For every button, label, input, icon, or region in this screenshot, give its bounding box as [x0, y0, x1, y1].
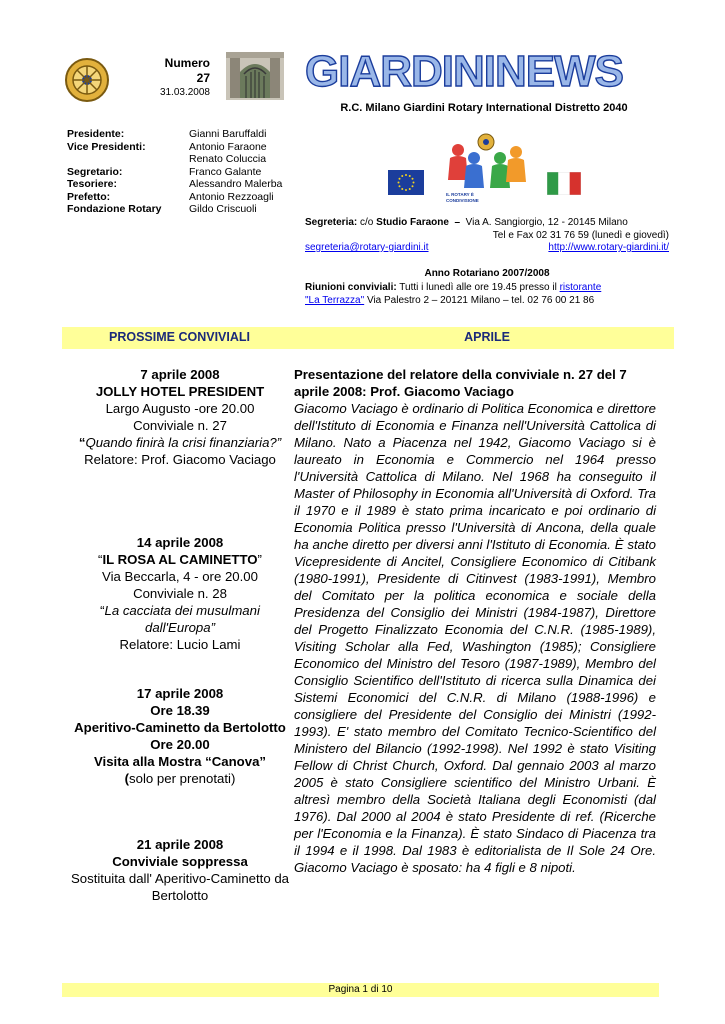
event-speaker: Relatore: Lucio Lami	[119, 637, 241, 652]
event-venue: IL ROSA AL CAMINETTO	[102, 552, 258, 567]
event-speaker: Relatore: Prof. Giacomo Vaciago	[84, 452, 276, 467]
section-title-conviviali: PROSSIME CONVIVIALI	[109, 330, 250, 344]
officer-name: Alessandro Malerba	[189, 178, 283, 190]
event-topic-quote: “	[100, 603, 105, 618]
officer-name: Renato Coluccia	[189, 153, 267, 165]
officer-row	[67, 141, 287, 154]
section-title-month: APRILE	[464, 330, 510, 344]
garden-gate-photo	[226, 52, 284, 100]
officer-row	[67, 203, 287, 216]
eu-star	[405, 174, 407, 176]
secretariat-studio: Studio Faraone	[376, 217, 449, 228]
secretariat-address-line	[305, 217, 669, 230]
eu-star	[405, 189, 407, 191]
eu-star	[409, 175, 411, 177]
restaurant-address: Via Palestro 2 – 20121 Milano – tel. 02 76 00 21 86	[366, 295, 595, 306]
officer-role: Vice Presidenti:	[67, 140, 146, 153]
event-date: 21 aprile 2008	[136, 837, 224, 852]
event-conviviale: Conviviale n. 28	[133, 586, 227, 601]
article-heading: Presentazione del relatore della conviviale n. 27 del 7 aprile 2008: Prof. Giacomo Vaciago	[294, 367, 627, 399]
eu-star	[401, 175, 403, 177]
club-subtitle: R.C. Milano Giardini Rotary International Distretto 2040	[340, 102, 628, 114]
event-venue-line	[70, 551, 290, 568]
issue-date: 31.03.2008	[159, 87, 210, 98]
eu-star	[399, 185, 401, 187]
meetings-text: Tutti i lunedì alle ore 19.45 presso il	[399, 282, 557, 293]
event-exhibition: Visita alla Mostra “Canova”	[94, 754, 266, 769]
eu-flag	[388, 170, 424, 195]
officer-name: Gildo Criscuoli	[189, 203, 257, 215]
secretariat-label: Segreteria:	[305, 217, 358, 228]
event-time-1: Ore 18.39	[150, 703, 210, 718]
article-body: Giacomo Vaciago è ordinario di Politica Economica e direttore dell'Istituto di Economia e Finanza nell'Università Cattolica di Milano. Nato a Piacenza nel 1942, Giacomo Vaciago si è laureato in Economia e Commercio nel 1964 presso l'Università Cattolica di Milano. Nel 1968 ha conseguito il Master of Philosophy in Economia all'Università di Oxford. Tra il 1970 e il 1989 è stato prima incaricato e poi ordinario di Economia Politica presso l'Università di Ancona, della quale ha anche diretto per diversi anni l'Istituto di Economia. È stato Vicepresidente di Ancitel, Consigliere Economico di Citibank (1980-1991), Presidente di Citinvest (1983-1991), Membro del Comitato per la politica economica e sociale della Presidenza del Consiglio dei Ministri (1984-1987), Direttore del Progetto Finalizzato Economia del C.N.R. (1985-1989), Visiting Scholar alla Fed, Washington (1985); Consigliere Economico del Ministro del Tesoro (1987-1989), Membro del Consiglio Scientifico dell'Istituto di ricerca sulla Dinamica dei Sistemi Economici del C.N.R. di Milano (1988-1996) e consigliere del Presidente del Consiglio dei Ministri (1992-1993). E' stato membro del Comitato Tecnico-Scientifico del Ministero del Bilancio (1992-1998). Nel 1992 è stato Visiting Fellow di Christ Church, Oxford. Dal gennaio 2003 al marzo 2005 è stato Consigliere scientifico del Ministro Urbani. È altresì membro della Società Italiana degli Economisti (dal 1976). Dal 2000 al 2004 è stato Presidente di ref. (Ricerche per l'Economia e la Finanza). È stato Sindaco di Piacenza tra il 1994 e il 1998. Dal 1983 è editorialista de Il Sole 24 Ore. Giacomo Vaciago è sposato: ha 4 figli e 8 nipoti.	[294, 401, 656, 875]
event-topic-text: La cacciata dei musulmani dall'Europa”	[104, 603, 260, 635]
rotary-sharing-logo	[440, 128, 528, 208]
event-venue-open: “	[98, 552, 103, 567]
event-topic	[70, 434, 290, 451]
eu-star	[412, 178, 414, 180]
event-conviviale: Conviviale n. 27	[133, 418, 227, 433]
event-aperitivo: Aperitivo-Caminetto da Bertolotto	[74, 720, 286, 735]
issue-number: 27	[196, 71, 210, 85]
masthead-title	[305, 48, 623, 96]
restaurant-link[interactable]: ristorante	[559, 282, 602, 293]
event-4	[70, 836, 290, 904]
restaurant-name-link[interactable]: "La Terrazza"	[305, 295, 365, 306]
officer-row	[67, 191, 287, 204]
event-note-paren: (	[124, 771, 130, 786]
eu-star	[398, 182, 400, 184]
event-2	[70, 534, 290, 653]
secretariat-contacts	[305, 217, 669, 255]
event-3	[70, 685, 290, 787]
event-date: 17 aprile 2008	[136, 686, 224, 701]
eu-star	[399, 178, 401, 180]
event-topic-quote: “	[78, 435, 86, 450]
svg-text:IL ROTARY È: IL ROTARY È	[446, 192, 474, 197]
event-note	[70, 770, 290, 787]
event-address: Via Beccarla, 4 - ore 20.00	[102, 569, 258, 584]
officer-row	[67, 166, 287, 179]
meetings-label: Riunioni conviviali:	[305, 282, 397, 293]
event-address: Largo Augusto -ore 20.00	[105, 401, 255, 416]
secretariat-address: Via A. Sangiorgio, 12 - 20145 Milano	[465, 217, 628, 228]
secretariat-co: c/o	[360, 217, 374, 228]
event-status: Conviviale soppressa	[112, 854, 248, 869]
meetings-info	[305, 281, 669, 307]
event-topic-text: Quando finirà la crisi finanziaria?”	[85, 435, 282, 450]
event-time-2: Ore 20.00	[150, 737, 210, 752]
officer-role: Segretario:	[67, 165, 123, 178]
officer-row	[67, 153, 287, 166]
eu-star	[412, 185, 414, 187]
secretariat-phone: Tel e Fax 02 31 76 59 (lunedì e giovedì)	[492, 229, 669, 241]
event-1	[70, 366, 290, 468]
officers-list	[67, 128, 287, 216]
email-link[interactable]: segreteria@rotary-giardini.it	[305, 242, 429, 253]
event-note-text: solo per prenotati)	[129, 771, 236, 786]
issue-number-label: Numero	[164, 56, 210, 70]
svg-text:CONDIVISIONE: CONDIVISIONE	[446, 198, 479, 203]
officer-name: Gianni Baruffaldi	[189, 128, 267, 140]
officer-name: Antonio Rezzoagli	[189, 190, 274, 203]
officer-row	[67, 128, 287, 141]
officer-role: Fondazione Rotary	[67, 203, 162, 215]
officer-role: Prefetto:	[67, 190, 111, 203]
page-number: Pagina 1 di 10	[328, 984, 393, 995]
eu-star	[401, 188, 403, 190]
masthead-title-part1: GIARDINI	[305, 47, 495, 96]
officer-row	[67, 178, 287, 191]
event-topic	[70, 602, 290, 636]
event-venue: JOLLY HOTEL PRESIDENT	[95, 384, 265, 399]
issue-info	[120, 56, 210, 99]
eu-star	[413, 182, 415, 184]
speaker-article	[294, 366, 656, 876]
officer-role: Presidente:	[67, 128, 125, 140]
officer-role: Tesoriere:	[67, 178, 117, 190]
event-date: 7 aprile 2008	[140, 367, 220, 382]
italian-flag	[547, 172, 581, 195]
contact-links	[305, 242, 669, 255]
website-link[interactable]: http://www.rotary-giardini.it/	[548, 242, 669, 253]
masthead-title-part2: NEWS	[495, 47, 623, 96]
event-replacement: Sostituita dall' Aperitivo-Caminetto da Bertolotto	[70, 871, 290, 903]
rotary-wheel-logo	[64, 57, 110, 103]
event-date: 14 aprile 2008	[136, 535, 224, 550]
rotary-year: Anno Rotariano 2007/2008	[424, 268, 550, 279]
secretariat-dash: –	[451, 217, 463, 228]
event-venue-close: ”	[257, 552, 262, 567]
officer-name: Antonio Faraone	[189, 140, 267, 153]
officer-name: Franco Galante	[189, 165, 262, 178]
eu-star	[409, 188, 411, 190]
